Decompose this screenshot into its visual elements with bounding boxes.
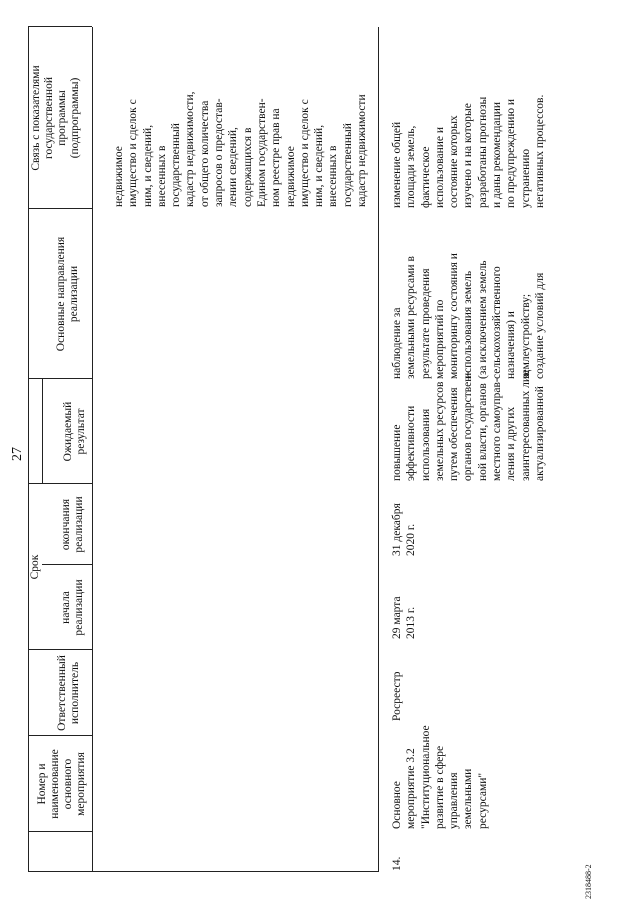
row-executor: Росреестр (391, 671, 403, 721)
header-end: окончания реализации (60, 496, 85, 553)
header-start: начала реализации (60, 579, 85, 636)
col-line-0 (28, 871, 378, 872)
page-number: 27 (10, 447, 25, 461)
row-name: Основное мероприятие 3.2 "Институциональное развитие в сфере управления земельными ресурсами" (391, 725, 489, 829)
row-directions: наблюдение за земельными ресурсами в результате проведения мероприятий по мониторингу состояния и использования земель (за исключением земель сельскохозяйственного назначения) и землеустройству; создание условий для (391, 253, 546, 379)
header-relation: Связь с показателями государственной программы (подпрограммы) (30, 65, 81, 171)
table-top-border (28, 27, 29, 872)
row-end: 31 декабря 2020 г. (391, 503, 418, 556)
row-start: 29 марта 2013 г. (391, 596, 418, 639)
row-result: повышение эффективности использования земельных ресурсов путем обеспечения органов государствен- ной власти, органов местного самоуправ- ления и других заинтересованных лиц актуализированной (391, 369, 546, 481)
header-directions: Основные направления реализации (55, 236, 80, 352)
deadline-split-line (42, 379, 43, 484)
row-number: 14. (391, 856, 403, 871)
header-number-name: Номер и наименование основного мероприятия (36, 749, 87, 819)
row-relation: изменение общей площади земель, фактическое использование и состояние которых изучено и на которые разработаны прогнозы и даны рекомендации по предупреждению и устранению негативных процессов. (391, 94, 546, 208)
continuation-relation: недвижимое имущество и сделок с ним, и сведений, внесенных в государственный кадастр недвижимости, от общего количества запросов о предостав- лении сведений, содержащихся в Едином государствен- ном реестре прав на недвижимое имущество и сделок с ним, и сведений, внесенных в государственный кадастр недвижимости (113, 91, 369, 207)
row-separator-line (378, 27, 379, 872)
document-id: 2318488-2 (584, 864, 593, 899)
header-deadline: Срок (29, 554, 41, 580)
header-executor: Ответственный исполнитель (56, 655, 81, 731)
header-result: Ожидаемый результат (62, 401, 87, 462)
header-bottom-border (92, 27, 93, 872)
